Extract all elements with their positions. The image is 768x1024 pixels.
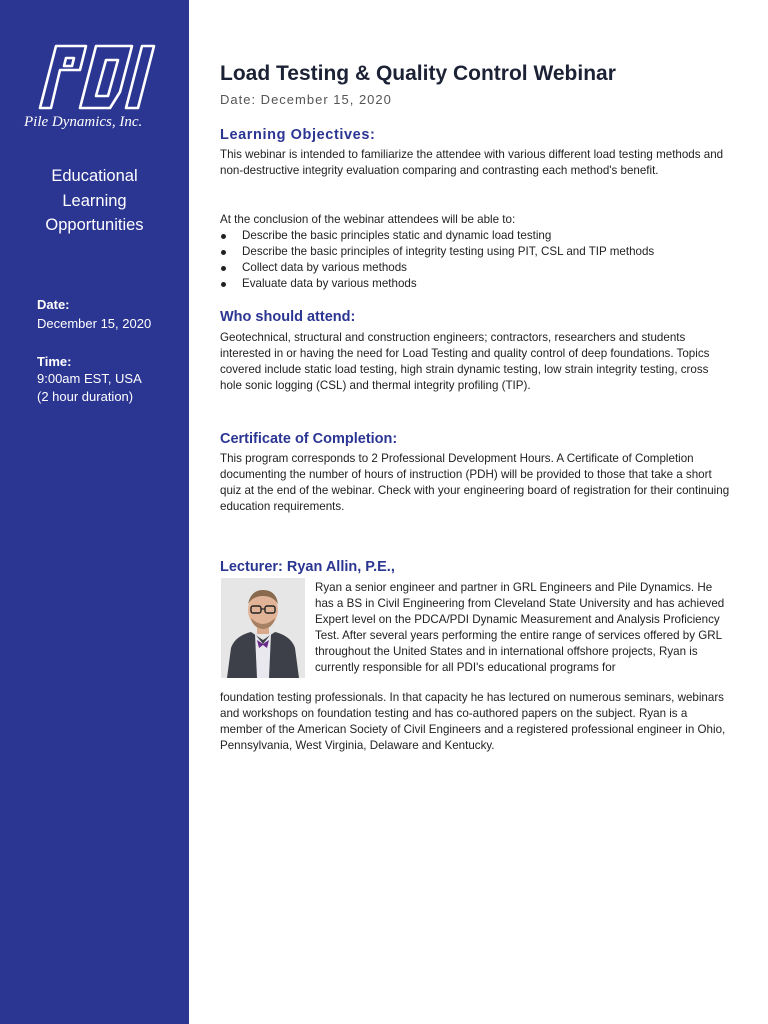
sidebar-heading-line: Educational — [51, 167, 138, 185]
time-line: 9:00am EST, USA — [37, 371, 142, 386]
sidebar — [0, 0, 189, 1024]
certificate-heading: Certificate of Completion: — [220, 431, 398, 447]
objectives-intro: This webinar is intended to familiarize the attendee with various different load testing methods and non-destructive integrity evaluation comparing and contrasting each method's benefit. — [220, 148, 724, 177]
date-label: Date: — [37, 297, 70, 312]
date-value — [37, 315, 151, 333]
lecturer-portrait-image — [221, 578, 305, 678]
objectives-heading: Learning Objectives: — [220, 127, 376, 143]
list-item: Describe the basic principles of integrity testing using PIT, CSL and TIP methods — [220, 244, 730, 260]
lecturer-bio-wrapped: Ryan a senior engineer and partner in GRL Engineers and Pile Dynamics. He has a BS in Civil Engineering from Cleveland State University and has achieved Expert level on the PDCA/PDI Dynamic Measurement and Analysis Proficiency Test. After several years performing the entire range of services offered by GRL throughout the United States and in international offshore projects, Ryan is currently responsible for all PDI's educational programs for — [315, 581, 725, 674]
time-label: Time: — [37, 354, 72, 369]
lecturer-bio-continued: foundation testing professionals. In that capacity he has lectured on numerous seminars, webinars and workshops on foundation testing and has co-authored papers on the subject. Ryan is a member of the American Society of Civil Engineers and a registered professional engineer in Ohio, Pennsylvania, West Virginia, Delaware and Kentucky. — [220, 691, 726, 752]
date-value-text: December 15, 2020 — [37, 316, 152, 331]
lecturer-heading: Lecturer: Ryan Allin, P.E., — [220, 559, 395, 575]
lecturer-photo — [221, 578, 305, 678]
sidebar-heading-line: Learning — [62, 191, 127, 210]
webinar-date: Date: December 15, 2020 — [220, 92, 392, 107]
list-item: Collect data by various methods — [220, 260, 730, 276]
attend-heading: Who should attend: — [220, 309, 356, 325]
objectives-list — [220, 228, 730, 292]
sidebar-heading-line: Opportunities — [45, 216, 144, 234]
time-line: (2 hour duration) — [37, 389, 134, 404]
sidebar-heading — [14, 164, 175, 238]
company-name: Pile Dynamics, Inc. — [24, 114, 143, 130]
certificate-text: This program corresponds to 2 Professional Development Hours. A Certificate of Completion documenting the number of hours of instruction (PDH) will be provided to those that take a short quiz at the end of the webinar. Check with your engineering board of registration for their continuing education requirements. — [220, 452, 730, 513]
attend-text: Geotechnical, structural and construction engineers; contractors, researchers and students interested in or having the need for Load Testing and quality control of deep foundations. Topics covered include static load testing, high strain dynamic testing, low strain integrity testing, cross hole sonic logging (CSL) and thermal integrity profiling (TIP). — [220, 331, 710, 392]
list-item: Describe the basic principles static and dynamic load testing — [220, 228, 730, 244]
objectives-conclusion: At the conclusion of the webinar attendees will be able to: — [220, 213, 516, 226]
page-title: Load Testing & Quality Control Webinar — [220, 62, 616, 85]
list-item: Evaluate data by various methods — [220, 276, 730, 292]
time-value — [37, 370, 142, 406]
pdi-logo-mark — [22, 40, 162, 112]
